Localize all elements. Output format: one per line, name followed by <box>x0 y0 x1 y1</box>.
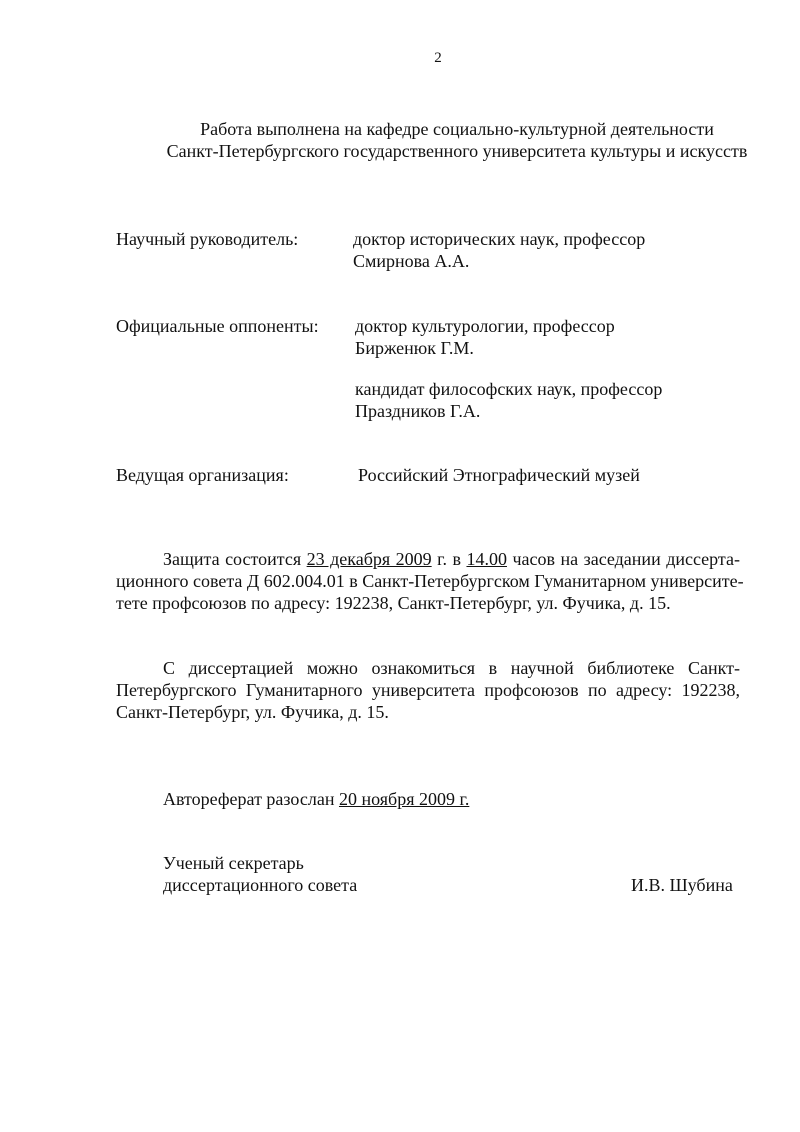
defense-date: 23 декабря 2009 <box>306 549 432 569</box>
header-line-1: Работа выполнена на кафедре социально-культурной деятельности <box>200 119 714 139</box>
mailing-date: 20 ноября 2009 г. <box>338 789 470 809</box>
opponent-1-title: доктор культурологии, профессор <box>355 316 615 336</box>
library-paragraph <box>116 657 740 723</box>
leading-org-label: Ведущая организация: <box>116 465 289 485</box>
supervisor-name: Смирнова А.А. <box>353 251 470 271</box>
secretary-line-2: диссертационного совета <box>163 875 358 895</box>
defense-line-3: тете профсоюзов по адресу: 192238, Санкт-Петербург, ул. Фучика, д. 15. <box>116 593 671 613</box>
defense-line-2: ционного совета Д 602.004.01 в Санкт-Петербургском Гуманитарном университе- <box>116 571 744 591</box>
supervisor-label: Научный руководитель: <box>116 229 299 249</box>
opponents-label: Официальные оппоненты: <box>116 316 319 336</box>
page-number: 2 <box>434 50 442 66</box>
secretary-line-1: Ученый секретарь <box>163 853 304 873</box>
leading-org-value: Российский Этнографический музей <box>358 465 640 485</box>
library-line-1: С диссертацией можно ознакомиться в научной библиотеке Санкт- <box>163 658 740 678</box>
supervisor-title: доктор исторических наук, профессор <box>353 229 646 249</box>
secretary-name: И.В. Шубина <box>631 875 733 895</box>
defense-paragraph <box>116 548 744 614</box>
header-line-2: Санкт-Петербургского государственного университета культуры и искусств <box>166 141 748 161</box>
opponent-2-title: кандидат философских наук, профессор <box>355 379 663 399</box>
mailing-line: Автореферат разослан 20 ноября 2009 г. <box>163 789 470 809</box>
library-line-3: Санкт-Петербург, ул. Фучика, д. 15. <box>116 702 389 722</box>
opponent-2-name: Праздников Г.А. <box>355 401 481 421</box>
library-line-2: Петербургского Гуманитарного университета профсоюзов по адресу: 192238, <box>116 680 740 700</box>
opponent-1-name: Бирженюк Г.М. <box>355 338 474 358</box>
defense-line-1: Защита состоится 23 декабря 2009 г. в 14.00 часов на заседании диссерта- <box>163 549 740 569</box>
defense-time: 14.00 <box>466 549 507 569</box>
